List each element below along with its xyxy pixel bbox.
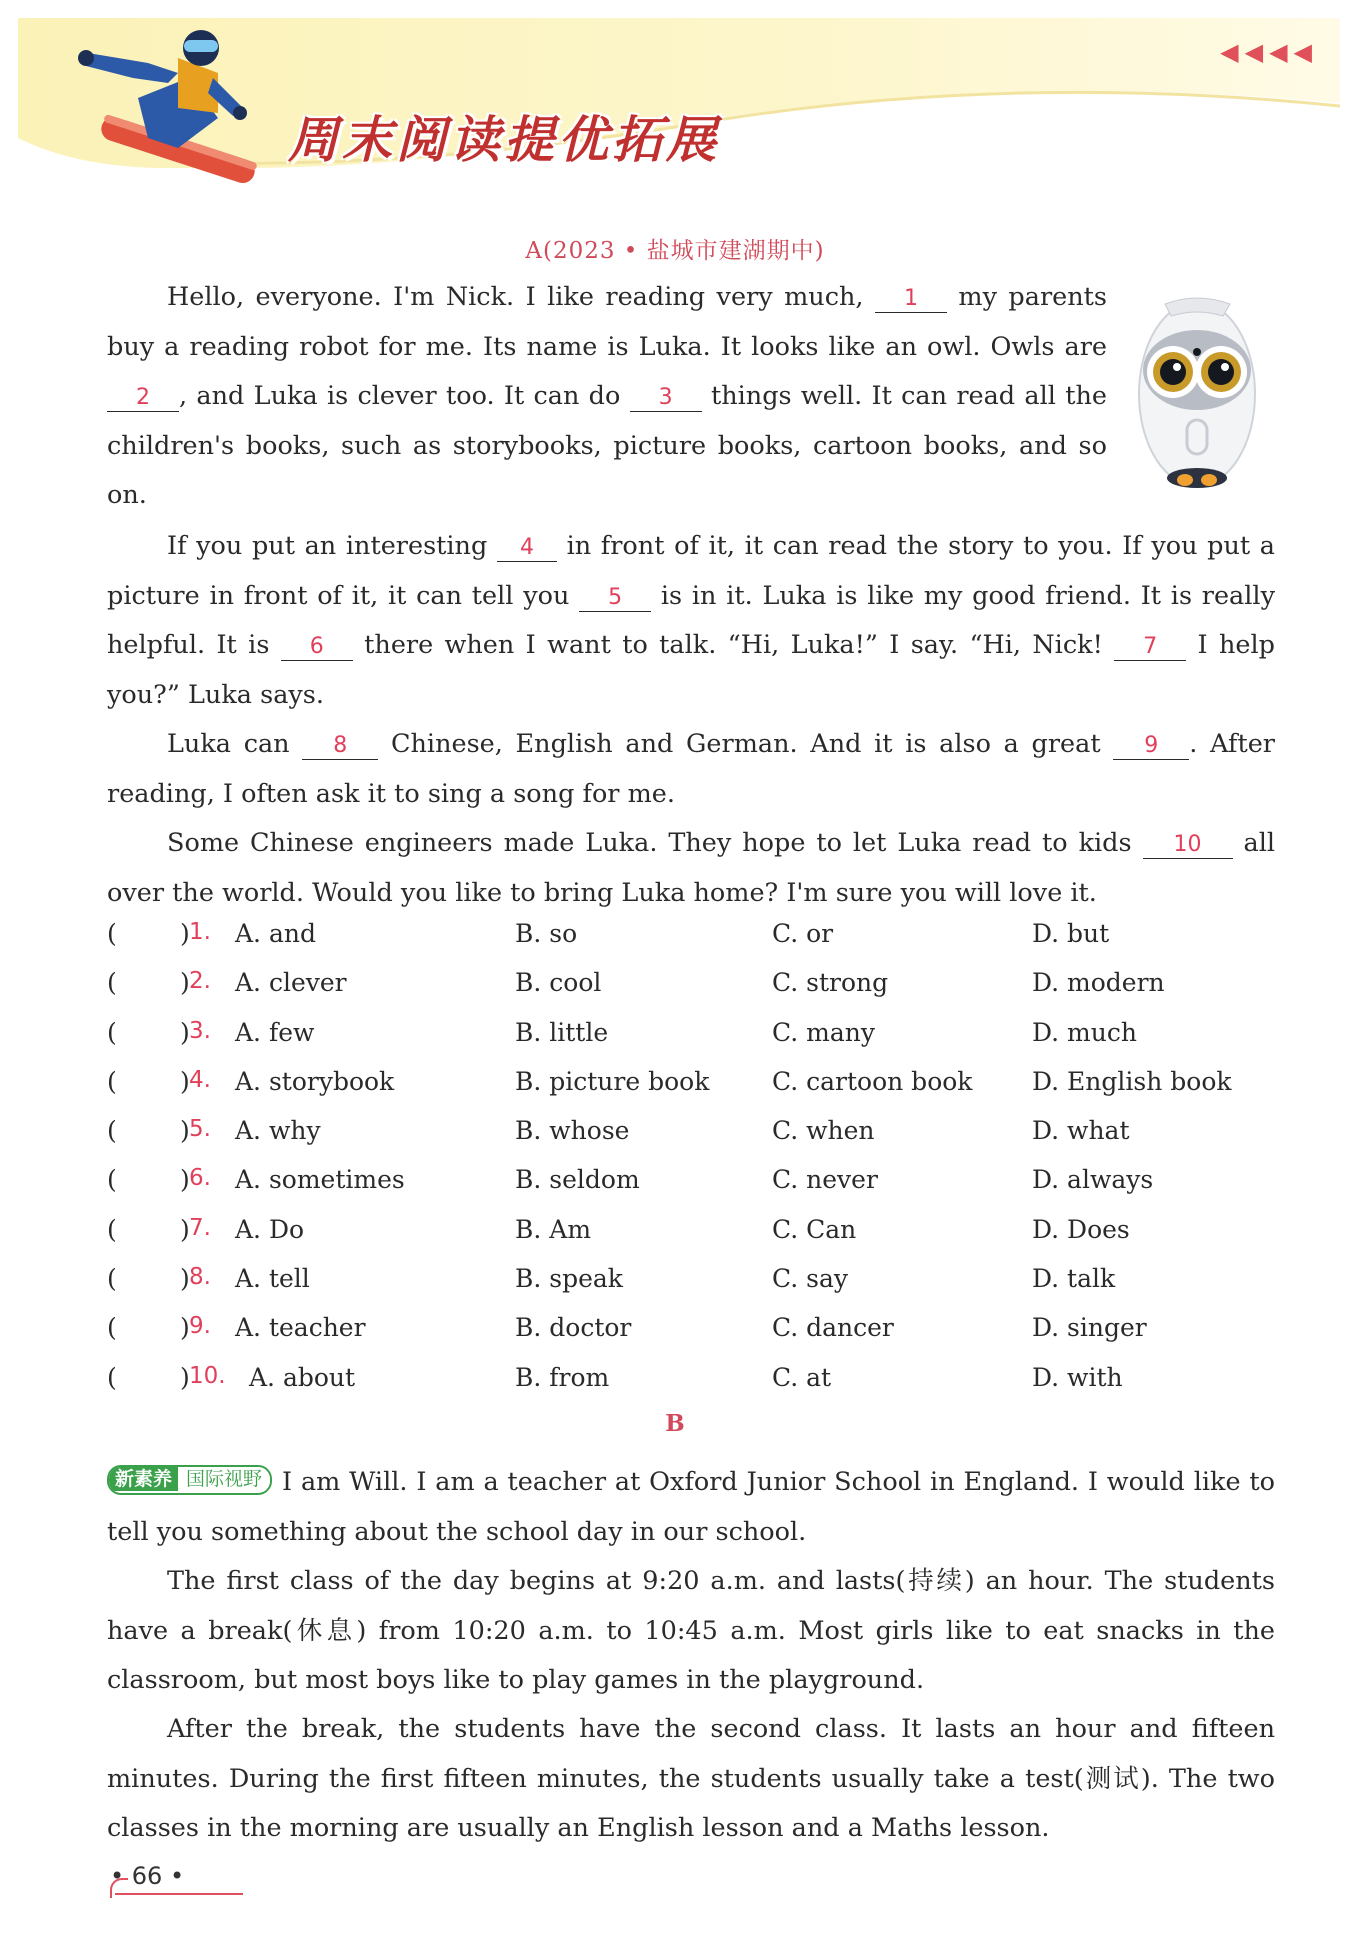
option-a[interactable]: A. and: [235, 919, 316, 948]
blank-8[interactable]: 8: [302, 733, 378, 760]
question-row: [107, 913, 1277, 962]
option-c[interactable]: C. many: [772, 1017, 875, 1047]
page-title: 周末阅读提优拓展: [288, 111, 720, 169]
decorative-arrows: ◀◀◀◀: [1220, 38, 1318, 66]
passage-a-paragraph-4: Some Chinese engineers made Luka. They hope to let Luka read to kids 10 all over the world. Would you like to bring Luka home? I'm sure you will love it.: [107, 828, 1276, 908]
new-literacy-badge: 新素养 国际视野: [107, 1465, 272, 1495]
section-a-heading: A(2023 • 盐城市建湖期中): [525, 238, 825, 264]
answer-paren-close: ): [180, 968, 190, 998]
question-row: [107, 1012, 1277, 1061]
blank-5[interactable]: 5: [579, 585, 651, 612]
question-number: 1.: [189, 919, 211, 945]
option-c[interactable]: C. at: [772, 1362, 832, 1392]
passage-a-paragraph-1: Hello, everyone. I'm Nick. I like reading very much, 1 my parents buy a reading robot for me. Its name is Luka. It looks like an owl. Owls are 2 , and Luka is clever too. It can do 3 things well. It can read all the children's books, such as storybooks, picture books, cartoon books, and so on.: [107, 282, 1107, 510]
blank-9[interactable]: 9: [1113, 733, 1189, 760]
option-c[interactable]: C. cartoon book: [772, 1066, 973, 1096]
answer-paren-close: ): [180, 1116, 190, 1146]
question-row: [107, 1209, 1277, 1258]
option-d[interactable]: D. talk: [1032, 1264, 1116, 1294]
option-c[interactable]: C. or: [772, 919, 834, 948]
question-row: [107, 1061, 1277, 1110]
blank-4[interactable]: 4: [497, 535, 557, 562]
answer-paren-close: ): [180, 1214, 190, 1244]
answer-paren-close: ): [180, 1264, 190, 1294]
answer-paren-open[interactable]: (: [107, 1116, 117, 1146]
page-number: • 66 •: [110, 1862, 185, 1890]
blank-7[interactable]: 7: [1114, 634, 1186, 661]
option-c[interactable]: C. never: [772, 1165, 878, 1195]
passage-b-paragraph-1: 新素养 国际视野 I am Will. I am a teacher at Oxford Junior School in England. I would like to tell you something about the school day in our school.: [107, 1467, 1275, 1547]
option-b[interactable]: B. doctor: [515, 1313, 632, 1343]
question-row: [107, 1159, 1277, 1208]
option-c[interactable]: C. dancer: [772, 1313, 894, 1343]
answer-paren-open[interactable]: (: [107, 1165, 117, 1195]
answer-paren-open[interactable]: (: [107, 1066, 117, 1096]
option-b[interactable]: B. from: [515, 1362, 610, 1392]
blank-6[interactable]: 6: [281, 634, 353, 661]
option-b[interactable]: B. Am: [515, 1214, 592, 1244]
multiple-choice-options: [107, 913, 1277, 1406]
question-number: 3.: [189, 1017, 211, 1044]
answer-paren-close: ): [180, 1066, 190, 1096]
answer-paren-open[interactable]: (: [107, 1264, 117, 1294]
answer-paren-open[interactable]: (: [107, 1017, 117, 1047]
page-header: [18, 18, 1340, 218]
answer-paren-open[interactable]: (: [107, 919, 117, 948]
option-c[interactable]: C. strong: [772, 968, 889, 998]
passage-a-paragraph-2: If you put an interesting 4 in front of it, it can read the story to you. If you put a picture in front of it, it can tell you 5 is in it. Luka is like my good friend. It is really helpful. It is 6 there when I want to talk. “Hi, Luka!” I say. “Hi, Nick! 7 I help you?” Luka says.: [107, 531, 1275, 710]
option-a[interactable]: A. about: [249, 1362, 356, 1392]
question-row: [107, 1258, 1277, 1307]
option-a[interactable]: A. Do: [235, 1214, 305, 1244]
blank-1[interactable]: 1: [875, 286, 947, 313]
option-a[interactable]: A. tell: [235, 1264, 310, 1294]
option-b[interactable]: B. whose: [515, 1116, 630, 1146]
passage-b-paragraph-2: The first class of the day begins at 9:20 a.m. and lasts(持续) an hour. The students have a break(休息) from 10:20 a.m. to 10:45 a.m. Most girls like to eat snacks in the classroom, but most boys like to play games in the playground.: [107, 1566, 1275, 1695]
option-d[interactable]: D. what: [1032, 1116, 1130, 1146]
answer-paren-open[interactable]: (: [107, 1214, 117, 1244]
question-number: 8.: [189, 1264, 211, 1291]
option-d[interactable]: D. singer: [1032, 1313, 1147, 1343]
answer-paren-close: ): [180, 1165, 190, 1195]
question-number: 4.: [189, 1066, 211, 1093]
answer-paren-open[interactable]: (: [107, 1313, 117, 1343]
question-number: 10.: [189, 1362, 226, 1389]
passage-a-paragraph-3: Luka can 8 Chinese, English and German. And it is also a great 9 . After reading, I often ask it to sing a song for me.: [107, 729, 1275, 809]
option-d[interactable]: D. modern: [1032, 968, 1165, 998]
answer-paren-open[interactable]: (: [107, 968, 117, 998]
blank-2[interactable]: 2: [107, 385, 179, 412]
question-number: 7.: [189, 1214, 211, 1241]
option-a[interactable]: A. storybook: [235, 1066, 395, 1096]
owl-robot-illustration: [1135, 292, 1260, 492]
option-b[interactable]: B. so: [515, 919, 578, 948]
option-d[interactable]: D. much: [1032, 1017, 1137, 1047]
blank-10[interactable]: 10: [1143, 832, 1233, 859]
option-b[interactable]: B. seldom: [515, 1165, 640, 1195]
section-b-heading: B: [665, 1410, 685, 1437]
option-a[interactable]: A. few: [235, 1017, 315, 1047]
option-b[interactable]: B. speak: [515, 1264, 623, 1294]
blank-3[interactable]: 3: [630, 385, 702, 412]
answer-paren-open[interactable]: (: [107, 1362, 117, 1392]
option-d[interactable]: D. with: [1032, 1362, 1123, 1392]
option-c[interactable]: C. Can: [772, 1214, 857, 1244]
answer-paren-close: ): [180, 1362, 190, 1392]
question-row: [107, 962, 1277, 1011]
question-number: 2.: [189, 968, 211, 995]
option-d[interactable]: D. English book: [1032, 1066, 1232, 1096]
passage-b-paragraph-3: After the break, the students have the second class. It lasts an hour and fifteen minutes. During the first fifteen minutes, the students usually take a test(测试). The two classes in the morning are usually an English lesson and a Maths lesson.: [107, 1714, 1275, 1843]
question-number: 6.: [189, 1165, 211, 1192]
option-b[interactable]: B. cool: [515, 968, 602, 998]
question-number: 9.: [189, 1313, 211, 1340]
option-d[interactable]: D. always: [1032, 1165, 1154, 1195]
option-a[interactable]: A. clever: [235, 968, 347, 998]
option-c[interactable]: C. say: [772, 1264, 848, 1294]
answer-paren-close: ): [180, 1313, 190, 1343]
option-d[interactable]: D. Does: [1032, 1214, 1130, 1244]
page-number-underline: [115, 1893, 243, 1895]
option-b[interactable]: B. picture book: [515, 1066, 710, 1096]
question-row: [107, 1357, 1277, 1406]
question-row: [107, 1110, 1277, 1159]
option-b[interactable]: B. little: [515, 1017, 609, 1047]
question-number: 5.: [189, 1116, 211, 1143]
option-a[interactable]: A. why: [235, 1116, 321, 1146]
option-a[interactable]: A. teacher: [235, 1313, 366, 1343]
option-a[interactable]: A. sometimes: [235, 1165, 405, 1195]
option-c[interactable]: C. when: [772, 1116, 875, 1146]
option-d[interactable]: D. but: [1032, 919, 1110, 948]
answer-paren-close: ): [180, 919, 190, 948]
answer-paren-close: ): [180, 1017, 190, 1047]
question-row: [107, 1307, 1277, 1356]
